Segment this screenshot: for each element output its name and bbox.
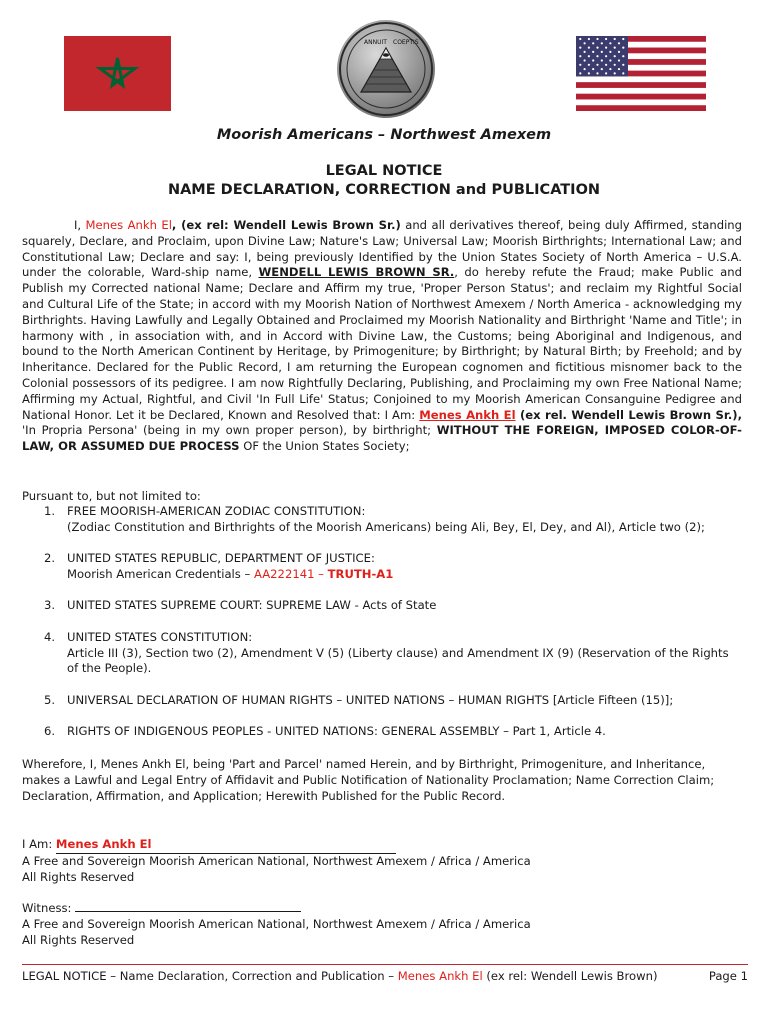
seal-text-right: COEPTIS: [393, 39, 419, 46]
list-item: [22, 551, 742, 582]
document-title: LEGAL NOTICE: [325, 163, 443, 179]
credentials-label: Moorish American Credentials –: [67, 566, 254, 581]
list-item: [22, 598, 742, 614]
page-footer: [22, 969, 748, 983]
list-item: [22, 504, 742, 535]
national-name: Menes Ankh El: [85, 218, 172, 232]
ex-rel-text-2: (ex rel. Wendell Lewis Brown Sr.),: [515, 407, 743, 422]
list-item-title: UNITED STATES REPUBLIC, DEPARTMENT OF JUSTICE:: [67, 551, 375, 566]
authorities-list: [22, 504, 742, 756]
list-number: 4.: [44, 629, 56, 644]
iam-label: I Am:: [22, 837, 56, 851]
usa-flag-icon: [576, 36, 706, 111]
list-item-detail: Article III (3), Section two (2), Amendment V (5) (Liberty clause) and Amendment IX (9) (Reservation of the Rights of the People).: [67, 645, 729, 676]
credential-separator: –: [314, 566, 328, 581]
seal-text-left: ANNUIT: [364, 39, 387, 46]
paragraph-part-2: , do hereby refute the Fraud; make Public and Publish my Corrected national Name; Declare and Affirm my true, 'Proper Person Status'; and reclaim my Rightful Social and Cultural Life of the State; in accord with my Moorish Nation of Northwest Amexem / North America - acknowledging my Birthrights. Having Lawfully and Legally Obtained and Proclaimed my Moorish Nationality and Birthright 'Name and Title'; in harmony with , in association with, and in Accord with Divine Law, the Customs; being Aboriginal and Indigenous, and bound to the North American Continent by Heritage, by Primogeniture; by Birthright; by Natural Birth; by Freehold; and by Inheritance. Declared for the Public Record, I am returning the European cognomen and fictitious misnomer back to the Colonial possessors of its pedigree. I am now Rightfully Declaring, Publishing, and Proclaiming my own Free National Name; Affirming my Actual, Rightful, and Civil 'In Full Life' Status; Conjoined to my Moorish American Consanguine Pedigree and National Honor. Let it be Declared, Known and Resolved that: I Am:: [22, 265, 742, 422]
ex-rel-text: , (ex rel: Wendell Lewis Brown Sr.): [171, 218, 401, 232]
signature-status: A Free and Sovereign Moorish American National, Northwest Amexem / Africa / America: [22, 853, 531, 868]
list-item-title: UNIVERSAL DECLARATION OF HUMAN RIGHTS – UNITED NATIONS – HUMAN RIGHTS [Article Fifteen (15)];: [67, 692, 674, 707]
pursuant-heading: Pursuant to, but not limited to:: [22, 489, 201, 503]
witness-line: [75, 900, 301, 912]
signature-line: [56, 837, 396, 854]
list-item: [22, 693, 742, 709]
caps-statement: WITHOUT THE FOREIGN, IMPOSED COLOR-OF-LAW, OR ASSUMED DUE PROCESS: [22, 423, 742, 454]
list-number: 3.: [44, 598, 56, 613]
list-item: [22, 630, 742, 677]
document-subtitle: NAME DECLARATION, CORRECTION and PUBLICATION: [167, 182, 601, 198]
witness-label: Witness:: [22, 901, 76, 915]
footer-prefix: LEGAL NOTICE – Name Declaration, Correction and Publication –: [22, 969, 398, 983]
list-item-title: FREE MOORISH-AMERICAN ZODIAC CONSTITUTION:: [67, 504, 366, 518]
credential-number: AA222141: [254, 566, 315, 581]
national-name-2: Menes Ankh El: [419, 407, 516, 422]
footer-divider: [22, 964, 748, 965]
list-number: 5.: [44, 692, 56, 707]
signature-rights: All Rights Reserved: [22, 869, 135, 884]
footer-name: Menes Ankh El: [397, 969, 483, 983]
list-number: 1.: [44, 504, 56, 518]
list-item-title: UNITED STATES SUPREME COURT: SUPREME LAW - Acts of State: [67, 598, 437, 613]
credential-code: TRUTH-A1: [327, 566, 394, 581]
footer-suffix: (ex rel: Wendell Lewis Brown): [482, 969, 658, 983]
opening-text: I,: [74, 218, 86, 232]
organization-heading: Moorish Americans – Northwest Amexem: [216, 127, 552, 143]
list-item-title: RIGHTS OF INDIGENOUS PEOPLES - UNITED NATIONS: GENERAL ASSEMBLY – Part 1, Article 4.: [67, 724, 606, 739]
witness-rights: All Rights Reserved: [22, 932, 135, 947]
declaration-paragraph: [22, 218, 742, 455]
list-number: 6.: [44, 724, 56, 739]
list-item-detail: [67, 567, 742, 583]
signature-block: [22, 837, 531, 885]
morocco-flag-icon: [64, 36, 171, 111]
signature-name: Menes Ankh El: [55, 837, 152, 851]
list-item-title: UNITED STATES CONSTITUTION:: [67, 629, 253, 644]
ward-ship-name: WENDELL LEWIS BROWN SR.: [258, 265, 455, 280]
witness-status: A Free and Sovereign Moorish American National, Northwest Amexem / Africa / America: [22, 916, 531, 931]
list-item: [22, 724, 742, 740]
witness-block: [22, 900, 531, 948]
page-number: Page 1: [708, 969, 748, 983]
wherefore-paragraph: Wherefore, I, Menes Ankh El, being 'Part and Parcel' named Herein, and by Birthright, Primogeniture, and Inheritance, makes a Lawful and Legal Entry of Affidavit and Public Notification of Nationality Proclamation; Name Correction Claim; Declaration, Affirmation, and Application; Herewith Published for the Public Record.: [22, 757, 715, 803]
list-item-detail: (Zodiac Constitution and Birthrights of the Moorish Americans) being Ali, Bey, El, Dey, and Al), Article two (2);: [67, 519, 705, 534]
paragraph-part-4: OF the Union States Society;: [239, 439, 410, 454]
great-seal-pyramid-icon: [337, 20, 435, 118]
paragraph-part-1: and all derivatives thereof, being duly Affirmed, standing squarely, Declare, and Proclaim, upon Divine Law; Nature's Law; Universal Law; Moorish Birthrights; International Law; and Constitutional Law; Declare and say: I, being previously Identified by the Union States Society of North America – U.S.A. under the colorable, Ward-ship name,: [22, 218, 742, 280]
paragraph-part-3: 'In Propria Persona' (being in my own proper person), by birthright;: [22, 423, 437, 438]
list-number: 2.: [44, 551, 56, 566]
